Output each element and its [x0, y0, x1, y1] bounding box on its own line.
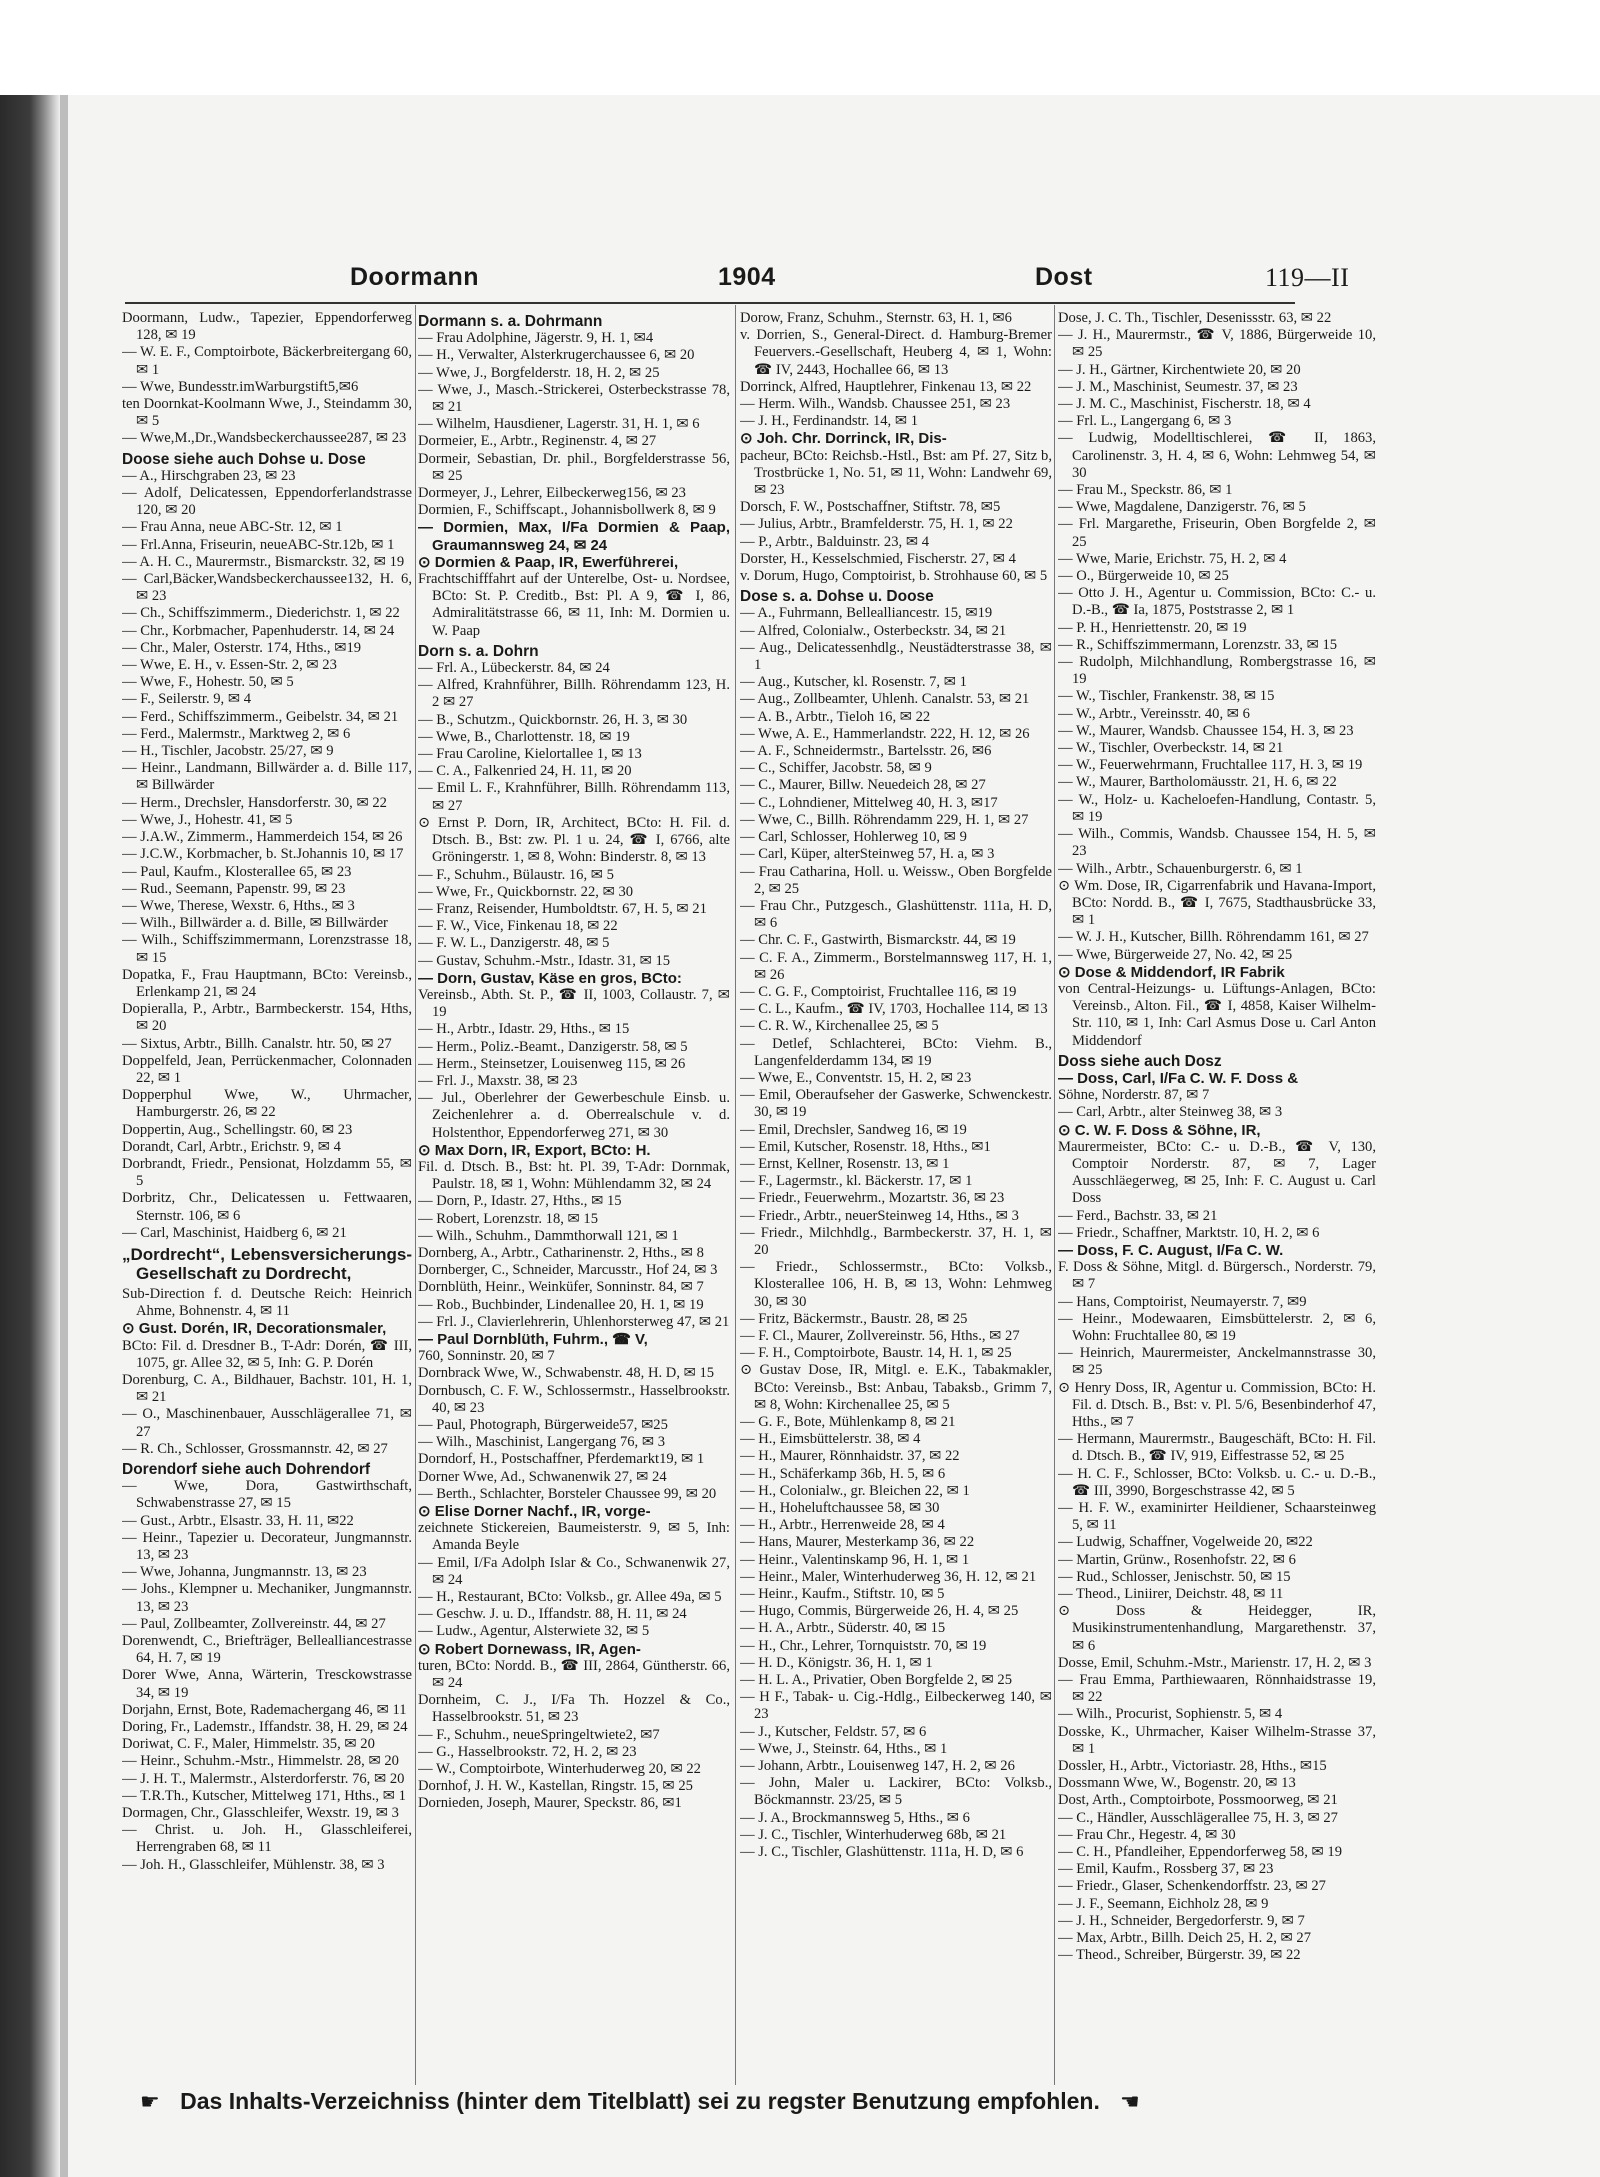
directory-entry: — Gustav, Schuhm.-Mstr., Idastr. 31, ✉ 15: [418, 952, 671, 969]
directory-entry: — Johs., Klempner u. Mechaniker, Jungmannstr. 13, ✉ 23: [122, 1581, 412, 1615]
directory-entry: — Johann, Arbtr., Louisenweg 147, H. 2, ✉ 26: [740, 1758, 1015, 1775]
directory-entry: — Wwe, Johanna, Jungmannstr. 13, ✉ 23: [122, 1564, 367, 1581]
page-footer: [140, 2088, 1280, 2120]
directory-entry: Dosse, Emil, Schuhm.-Mstr., Marienstr. 17, H. 2, ✉ 3: [1058, 1654, 1372, 1671]
directory-entry: — Ferd., Bachstr. 33, ✉ 21: [1058, 1207, 1218, 1224]
directory-entry: ⊙ Gustav Dose, IR, Mitgl. e. E.K., Tabakmakler, BCto: Vereinsb., Bst: Anbau, Tabaksb., Grimm 7, ✉ 8, Wohn: Kirchenallee 25, ✉ 5: [740, 1362, 1052, 1413]
firm-entry: ⊙ Elise Dorner Nachf., IR, vorge-: [418, 1503, 651, 1521]
directory-entry: — J. H., Ferdinandstr. 14, ✉ 1: [740, 413, 919, 430]
directory-entry: — Otto J. H., Agentur u. Commission, BCto: C.- u. D.-B., ☎ Ia, 1875, Poststrasse 2, ✉ 1: [1058, 585, 1376, 619]
directory-entry: — Carl, Küper, alterSteinweg 57, H. a, ✉ 3: [740, 846, 995, 863]
directory-entry: — Heinr., Landmann, Billwärder a. d. Bille 117, ✉ Billwärder: [122, 760, 412, 794]
directory-entry: — C. L., Kaufm., ☎ IV, 1703, Hochallee 114, ✉ 13: [740, 1001, 1048, 1018]
section-heading: Dorn s. a. Dohrn: [418, 642, 539, 660]
directory-entry: — Wwe, J., Hohestr. 41, ✉ 5: [122, 811, 293, 828]
directory-entry: — W., Tischler, Overbeckstr. 14, ✉ 21: [1058, 740, 1284, 757]
directory-entry: — Ludwig, Modelltischlerei, ☎ II, 1863, Carolinenstr. 3, H. 4, ✉ 6, Wohn: Lehmweg 54, ✉ 30: [1058, 430, 1376, 481]
directory-entry: — Rud., Schlosser, Jenischstr. 50, ✉ 15: [1058, 1568, 1291, 1585]
directory-entry: — H. F. W., examinirter Heildiener, Schaarsteinweg 5, ✉ 11: [1058, 1500, 1376, 1534]
directory-entry: Dormeir, Sebastian, Dr. phil., Borgfelderstrasse 56, ✉ 25: [418, 450, 730, 484]
directory-entry: von Central-Heizungs- u. Lüftungs-Anlagen, BCto: Vereinsb., Alton. Fil., ☎ I, 4858, Kaiser Wilhelm-Str. 110, ✉ 1, Inh: Carl Asmus Dose u. Carl Anton Middendorf: [1058, 980, 1376, 1049]
section-heading: Doose siehe auch Dohse u. Dose: [122, 450, 366, 468]
directory-entry: — Heinr., Modewaaren, Eimsbüttelerstr. 2, ✉ 6, Wohn: Fruchtallee 80, ✉ 19: [1058, 1310, 1376, 1344]
directory-entry: — Friedr., Feuerwehrm., Mozartstr. 36, ✉ 23: [740, 1190, 1005, 1207]
directory-entry: Dorer Wwe, Anna, Wärterin, Tresckowstrasse 34, ✉ 19: [122, 1667, 412, 1701]
directory-entry: — H. C. F., Schlosser, BCto: Volksb. u. C.- u. D.-B., ☎ III, 3990, Borgeschstrasse 42, ✉ 5: [1058, 1465, 1376, 1499]
directory-entry: — Aug., Delicatessenhdlg., Neustädterstrasse 38, ✉ 1: [740, 639, 1052, 674]
directory-entry: — A., Fuhrmann, Bellealliancestr. 15, ✉19: [740, 605, 993, 622]
directory-entry: — O., Bürgerweide 10, ✉ 25: [1058, 568, 1229, 585]
directory-entry: — J. C., Tischler, Glashüttenstr. 111a, H. D, ✉ 6: [740, 1844, 1024, 1861]
directory-entry: — Carl, Arbtr., alter Steinweg 38, ✉ 3: [1058, 1104, 1283, 1121]
directory-entry: — Frl. A., Lübeckerstr. 84, ✉ 24: [418, 660, 610, 677]
directory-entry: Dornberger, C., Schneider, Marcusstr., Hof 24, ✉ 3: [418, 1262, 718, 1279]
directory-entry: Fil. d. Dtsch. B., Bst: ht. Pl. 39, T-Adr: Dornmak, Paulstr. 18, ✉ 1, Wohn: Mühlendamm 32, ✉ 24: [418, 1158, 730, 1193]
directory-entry: — Ferd., Malermstr., Marktweg 2, ✉ 6: [122, 725, 351, 742]
directory-entry: — C. G. F., Comptoirist, Fruchtallee 116, ✉ 19: [740, 983, 1017, 1000]
directory-entry: — W., Maurer, Bartholomäusstr. 21, H. 6, ✉ 22: [1058, 774, 1337, 791]
directory-entry: Doppelfeld, Jean, Perrückenmacher, Colonnaden 22, ✉ 1: [122, 1052, 412, 1086]
directory-entry: — J.A.W., Zimmerm., Hammerdeich 154, ✉ 26: [122, 829, 403, 846]
firm-entry: — Doss, Carl, I/Fa C. W. F. Doss &: [1058, 1069, 1299, 1087]
directory-entry: Dopperphul Wwe, W., Uhrmacher, Hamburgerstr. 26, ✉ 22: [122, 1087, 412, 1121]
directory-entry: ⊙ Henry Doss, IR, Agentur u. Commission, BCto: H. Fil. d. Dtsch. B., Bst: v. Pl. 5/6, Besenbinderhof 47, Hths., ✉ 7: [1058, 1379, 1376, 1430]
firm-entry: ⊙ C. W. F. Doss & Söhne, IR,: [1058, 1121, 1261, 1139]
directory-entry: — Wwe, C., Billh. Röhrendamm 229, H. 1, ✉ 27: [740, 811, 1029, 828]
directory-entry: — H., Eimsbüttelerstr. 38, ✉ 4: [740, 1431, 921, 1448]
directory-entry: — Ludwig, Schaffner, Vogelweide 20, ✉22: [1058, 1534, 1313, 1551]
directory-entry: — Geschw. J. u. D., Iffandstr. 88, H. 11, ✉ 24: [418, 1606, 687, 1623]
directory-entry: — Wwe,M.,Dr.,Wandsbeckerchaussee287, ✉ 23: [122, 430, 407, 447]
directory-entry: — R., Schiffszimmermann, Lorenzstr. 33, ✉ 15: [1058, 636, 1338, 653]
section-heading: Dormann s. a. Dohrmann: [418, 313, 603, 330]
directory-entry: — W. E. F., Comptoirbote, Bäckerbreitergang 60, ✉ 1: [122, 344, 412, 378]
header-rule: [125, 302, 1295, 304]
directory-entry: — H., Schäferkamp 36b, H. 5, ✉ 6: [740, 1465, 946, 1482]
directory-entry: — Wilh., Arbtr., Schauenburgerstr. 6, ✉ 1: [1058, 860, 1303, 877]
directory-entry: ten Doornkat-Koolmann Wwe, J., Steindamm 30, ✉ 5: [122, 396, 412, 430]
directory-entry: — F., Schuhm., Bülaustr. 16, ✉ 5: [418, 866, 614, 883]
directory-entry: — Ernst, Kellner, Rosenstr. 13, ✉ 1: [740, 1155, 950, 1172]
directory-entry: — Wwe, E., Conventstr. 15, H. 2, ✉ 23: [740, 1069, 972, 1086]
directory-entry: — H., Hoheluftchaussee 58, ✉ 30: [740, 1500, 940, 1517]
directory-entry: — C. R. W., Kirchenallee 25, ✉ 5: [740, 1018, 939, 1035]
header-year: 1904: [718, 263, 776, 291]
directory-entry: Dornbrack Wwe, W., Schwabenstr. 48, H. D, ✉ 15: [418, 1365, 715, 1382]
directory-entry: Doring, Fr., Lademstr., Iffandstr. 38, H. 29, ✉ 24: [122, 1719, 408, 1736]
directory-entry: — Wilh., Maschinist, Langergang 76, ✉ 3: [418, 1434, 666, 1451]
page-header: [110, 263, 1350, 297]
firm-entry: — Paul Dornblüth, Fuhrm., ☎ V,: [418, 1330, 648, 1348]
firm-entry: ⊙ Joh. Chr. Dorrinck, IR, Dis-: [740, 430, 947, 448]
directory-entry: — Wwe, Magdalene, Danzigerstr. 76, ✉ 5: [1058, 499, 1306, 516]
directory-entry: — F., Schuhm., neueSpringeltwiete2, ✉7: [418, 1726, 660, 1743]
column-3: [740, 310, 1052, 2085]
directory-entry: — Frau Chr., Putzgesch., Glashüttenstr. 111a, H. D, ✉ 6: [740, 897, 1052, 932]
directory-entry: — Friedr., Schaffner, Marktstr. 10, H. 2, ✉ 6: [1058, 1224, 1320, 1241]
firm-entry: „Dordrecht“, Lebensversicherungs-Gesellschaft zu Dordrecht,: [122, 1244, 412, 1283]
directory-entry: — Wwe, Bürgerweide 27, No. 42, ✉ 25: [1058, 946, 1293, 963]
directory-entry: — Herm., Poliz.-Beamt., Danzigerstr. 58, ✉ 5: [418, 1038, 688, 1055]
directory-entry: — O., Maschinenbauer, Ausschlägerallee 71, ✉ 27: [122, 1406, 412, 1440]
directory-entry: — Frau M., Speckstr. 86, ✉ 1: [1058, 482, 1233, 499]
directory-entry: Dormien, F., Schiffscapt., Johannisbollwerk 8, ✉ 9: [418, 502, 716, 519]
directory-entry: Dorandt, Carl, Arbtr., Erichstr. 9, ✉ 4: [122, 1138, 341, 1155]
directory-entry: — Chr., Korbmacher, Papenhuderstr. 14, ✉ 24: [122, 622, 395, 639]
directory-entry: — H F., Tabak- u. Cig.-Hdlg., Eilbeckerweg 140, ✉ 23: [740, 1689, 1052, 1723]
directory-entry: — H. A., Arbtr., Süderstr. 40, ✉ 15: [740, 1620, 946, 1637]
directory-entry: — Chr. C. F., Gastwirth, Bismarckstr. 44, ✉ 19: [740, 932, 1016, 949]
directory-entry: — Detlef, Schlachterei, BCto: Viehm. B., Langenfelderdamm 134, ✉ 19: [740, 1035, 1052, 1069]
directory-entry: Dornberg, A., Arbtr., Catharinenstr. 2, Hths., ✉ 8: [418, 1244, 704, 1261]
directory-entry: Dorbrandt, Friedr., Pensionat, Holzdamm 55, ✉ 5: [122, 1155, 412, 1190]
directory-entry: — W., Maurer, Wandsb. Chaussee 154, H. 3, ✉ 23: [1058, 722, 1354, 739]
directory-entry: — H., Arbtr., Herrenweide 28, ✉ 4: [740, 1517, 945, 1534]
directory-entry: — C. F. A., Zimmerm., Borstelmannsweg 117, H. 1, ✉ 26: [740, 949, 1052, 983]
directory-entry: — Sixtus, Arbtr., Billh. Canalstr. htr. 50, ✉ 27: [122, 1035, 392, 1052]
directory-entry: — Wwe, J., Borgfelderstr. 18, H. 2, ✉ 25: [418, 364, 660, 381]
directory-entry: — H., Arbtr., Idastr. 29, Hths., ✉ 15: [418, 1021, 630, 1038]
directory-entry: — Herm., Drechsler, Hansdorferstr. 30, ✉ 22: [122, 794, 387, 811]
directory-entry: — Heinr., Tapezier u. Decorateur, Jungmannstr. 13, ✉ 23: [122, 1529, 412, 1564]
directory-entry: — H. L. A., Privatier, Oben Borgfelde 2, ✉ 25: [740, 1672, 1012, 1689]
directory-entry: — H., Restaurant, BCto: Volksb., gr. Allee 49a, ✉ 5: [418, 1589, 722, 1606]
directory-entry: Dorow, Franz, Schuhm., Sternstr. 63, H. 1, ✉6: [740, 310, 1012, 326]
directory-entry: — A. F., Schneidermstr., Bartelsstr. 26, ✉6: [740, 743, 992, 760]
directory-entry: — Wilh., Billwärder a. d. Bille, ✉ Billwärder: [122, 915, 388, 932]
directory-entry: — Emil, Drechsler, Sandweg 16, ✉ 19: [740, 1121, 967, 1138]
directory-entry: — J. H., Gärtner, Kirchentwiete 20, ✉ 20: [1058, 361, 1301, 378]
directory-entry: — H. D., Königstr. 36, H. 1, ✉ 1: [740, 1654, 933, 1671]
directory-entry: — Wwe, Bundesstr.imWarburgstift5,✉6: [122, 378, 359, 395]
section-heading: Dose s. a. Dohse u. Doose: [740, 588, 934, 606]
directory-entry: BCto: Fil. d. Dresdner B., T-Adr: Dorén, ☎ III, 1075, gr. Allee 32, ✉ 5, Inh: G. P. Dorén: [122, 1337, 412, 1371]
directory-entry: — H., Tischler, Jacobstr. 25/27, ✉ 9: [122, 743, 334, 760]
directory-entry: — Gust., Arbtr., Elsastr. 33, H. 11, ✉22: [122, 1512, 354, 1529]
directory-entry: — Wwe, E. H., v. Essen-Str. 2, ✉ 23: [122, 657, 337, 674]
directory-entry: — Wwe, B., Charlottenstr. 18, ✉ 19: [418, 728, 630, 745]
directory-entry: — Frau Anna, neue ABC-Str. 12, ✉ 1: [122, 519, 343, 536]
directory-entry: Dose, J. C. Th., Tischler, Desenissstr. 63, ✉ 22: [1058, 310, 1332, 326]
directory-entry: turen, BCto: Nordd. B., ☎ III, 2864, Güntherstr. 66, ✉ 24: [418, 1657, 730, 1692]
pointing-hand-icon: ☛: [1120, 2089, 1140, 2114]
directory-entry: — Theod., Liniirer, Deichstr. 48, ✉ 11: [1058, 1586, 1284, 1603]
directory-entry: — Wilh., Schiffszimmermann, Lorenzstrasse 18, ✉ 15: [122, 932, 412, 966]
firm-entry: ⊙ Robert Dornewass, IR, Agen-: [418, 1640, 641, 1658]
directory-entry: Dost, Arth., Comptoirbote, Possmoorweg, ✉ 21: [1058, 1792, 1338, 1809]
directory-entry: — W., Tischler, Frankenstr. 38, ✉ 15: [1058, 688, 1275, 705]
directory-entry: Dornblüth, Heinr., Weinküfer, Sonninstr. 84, ✉ 7: [418, 1279, 704, 1296]
directory-entry: — A. H. C., Maurermstr., Bismarckstr. 32, ✉ 19: [122, 553, 405, 570]
directory-entry: — C. A., Falkenried 24, H. 11, ✉ 20: [418, 763, 632, 780]
directory-entry: — Frl. J., Clavierlehrerin, Uhlenhorsterweg 47, ✉ 21: [418, 1313, 730, 1330]
directory-entry: — Wwe, J., Steinstr. 64, Hths., ✉ 1: [740, 1740, 948, 1757]
directory-entry: Dorndorf, H., Postschaffner, Pferdemarkt19, ✉ 1: [418, 1451, 705, 1468]
directory-entry: — J. M., Maschinist, Seumestr. 37, ✉ 23: [1058, 378, 1298, 395]
directory-entry: F. Doss & Söhne, Mitgl. d. Bürgersch., Norderstr. 79, ✉ 7: [1058, 1259, 1376, 1293]
directory-entry: — Heinr., Maler, Winterhuderweg 36, H. 12, ✉ 21: [740, 1568, 1037, 1585]
directory-entry: — Heinrich, Maurermeister, Anckelmannstrasse 30, ✉ 25: [1058, 1345, 1376, 1379]
directory-entry: — Ferd., Schiffszimmerm., Geibelstr. 34, ✉ 21: [122, 708, 399, 725]
directory-entry: — Aug., Kutscher, kl. Rosenstr. 7, ✉ 1: [740, 674, 967, 691]
directory-entry: — F. W., Vice, Finkenau 18, ✉ 22: [418, 918, 618, 935]
directory-entry: — Julius, Arbtr., Bramfelderstr. 75, H. 1, ✉ 22: [740, 516, 1013, 533]
directory-entry: — Wwe, Therese, Wexstr. 6, Hths., ✉ 3: [122, 897, 355, 914]
directory-entry: — Paul, Zollbeamter, Zollvereinstr. 44, ✉ 27: [122, 1615, 386, 1632]
directory-entry: — Wwe, Fr., Quickbornstr. 22, ✉ 30: [418, 883, 634, 900]
directory-entry: — Alfred, Colonialw., Osterbeckstr. 34, ✉ 21: [740, 622, 1007, 639]
directory-entry: pacheur, BCto: Reichsb.-Hstl., Bst: am Pf. 27, Sitz b, Trostbrücke 1, No. 51, ✉ 11, Wohn: Landwehr 69, ✉ 23: [740, 447, 1052, 499]
directory-entry: — John, Maler u. Lackirer, BCto: Volksb., Böckmannstr. 23/25, ✉ 5: [740, 1775, 1052, 1809]
directory-entry: — F., Seilerstr. 9, ✉ 4: [122, 691, 252, 708]
directory-entry: — Robert, Lorenzstr. 18, ✉ 15: [418, 1210, 599, 1227]
directory-entry: — Heinr., Valentinskamp 96, H. 1, ✉ 1: [740, 1551, 970, 1568]
directory-entry: — P., Arbtr., Balduinstr. 23, ✉ 4: [740, 533, 929, 550]
directory-entry: — H., Chr., Lehrer, Tornquiststr. 70, ✉ 19: [740, 1637, 987, 1654]
directory-entry: — Wwe, F., Hohestr. 50, ✉ 5: [122, 674, 294, 691]
directory-entry: Dorrinck, Alfred, Hauptlehrer, Finkenau 13, ✉ 22: [740, 378, 1032, 395]
directory-entry: — Emil, Kutscher, Rosenstr. 18, Hths., ✉1: [740, 1138, 991, 1155]
directory-entry: — A. B., Arbtr., Tieloh 16, ✉ 22: [740, 708, 931, 725]
directory-entry: — Rob., Buchbinder, Lindenallee 20, H. 1, ✉ 19: [418, 1296, 704, 1313]
directory-entry: — J.C.W., Korbmacher, b. St.Johannis 10, ✉ 17: [122, 846, 404, 863]
directory-entry: Doppertin, Aug., Schellingstr. 60, ✉ 23: [122, 1121, 353, 1138]
directory-entry: — Dorn, P., Idastr. 27, Hths., ✉ 15: [418, 1193, 622, 1210]
directory-entry: Dormagen, Chr., Glasschleifer, Wexstr. 19, ✉ 3: [122, 1805, 399, 1822]
directory-entry: Dopatka, F., Frau Hauptmann, BCto: Vereinsb., Erlenkamp 21, ✉ 24: [122, 966, 412, 1000]
directory-entry: — Emil, Kaufm., Rossberg 37, ✉ 23: [1058, 1861, 1274, 1878]
directory-entry: — Wwe, Marie, Erichstr. 75, H. 2, ✉ 4: [1058, 550, 1287, 567]
directory-entry: Dormeyer, J., Lehrer, Eilbeckerweg156, ✉ 23: [418, 485, 686, 502]
directory-entry: — Paul, Photograph, Bürgerweide57, ✉25: [418, 1417, 668, 1433]
directory-entry: — Friedr., Milchhdlg., Barmbeckerstr. 37, H. 1, ✉ 20: [740, 1224, 1052, 1258]
directory-entry: — Wilh., Schuhm., Dammthorwall 121, ✉ 1: [418, 1227, 679, 1244]
section-heading: Doss siehe auch Dosz: [1058, 1052, 1222, 1070]
directory-entry: — A., Hirschgraben 23, ✉ 23: [122, 467, 296, 484]
directory-entry: Frachtschifffahrt auf der Unterelbe, Ost- u. Nordsee, BCto: St. P. Creditb., Bst: Pl. A 9, ☎ I, 86, Admiralitätstrasse 66, ✉ 11, Inh: M. Dormien u. W. Paap: [418, 571, 730, 639]
directory-entry: — Chr., Maler, Osterstr. 174, Hths., ✉19: [122, 639, 362, 656]
directory-entry: — Heinr., Kaufm., Stiftstr. 10, ✉ 5: [740, 1586, 945, 1603]
directory-entry: — F. H., Comptoirbote, Baustr. 14, H. 1, ✉ 25: [740, 1345, 1012, 1362]
directory-entry: — Franz, Reisender, Humboldtstr. 67, H. 5, ✉ 21: [418, 900, 707, 917]
directory-entry: — Wwe, J., Masch.-Strickerei, Osterbeckstrasse 78, ✉ 21: [418, 381, 730, 416]
directory-entry: — Friedr., Glaser, Schenkendorffstr. 23, ✉ 27: [1058, 1878, 1326, 1895]
directory-entry: — Wilh., Commis, Wandsb. Chaussee 154, H. 5, ✉ 23: [1058, 826, 1376, 860]
directory-entry: ⊙ Ernst P. Dorn, IR, Architect, BCto: H. Fil. d. Dtsch. B., Bst: zw. Pl. 1 u. 24, ☎ I, 6766, alte Gröningerstr. 1, ✉ 8, Wohn: Binderstr. 8, ✉ 13: [418, 814, 730, 866]
directory-entry: — Carl, Schlosser, Hohlerweg 10, ✉ 9: [740, 829, 967, 846]
directory-entry: — J. H. T., Malermstr., Alsterdorferstr. 76, ✉ 20: [122, 1770, 405, 1787]
directory-entry: — Carl, Maschinist, Haidberg 6, ✉ 21: [122, 1224, 347, 1241]
directory-entry: Vereinsb., Abth. St. P., ☎ II, 1003, Collaustr. 7, ✉ 19: [418, 986, 730, 1021]
directory-entry: — Frau Catharina, Holl. u. Weissw., Oben Borgfelde 2, ✉ 25: [740, 863, 1052, 897]
directory-entry: Dorenwendt, C., Briefträger, Bellealliancestrasse 64, H. 7, ✉ 19: [122, 1633, 412, 1667]
directory-entry: Söhne, Norderstr. 87, ✉ 7: [1058, 1087, 1210, 1104]
column-divider: [1054, 305, 1055, 2085]
directory-entry: — T.R.Th., Kutscher, Mittelweg 171, Hths., ✉ 1: [122, 1787, 406, 1804]
directory-entry: — F., Lagermstr., kl. Bäckerstr. 17, ✉ 1: [740, 1173, 973, 1190]
directory-entry: — J. F., Seemann, Eichholz 28, ✉ 9: [1058, 1895, 1269, 1912]
directory-entry: Dossler, H., Arbtr., Victoriastr. 28, Hths., ✉15: [1058, 1758, 1327, 1775]
section-heading: Dorendorf siehe auch Dohrendorf: [122, 1461, 371, 1478]
header-left-word: Doormann: [350, 263, 479, 291]
directory-entry: — J. H., Maurermstr., ☎ V, 1886, Bürgerweide 10, ✉ 25: [1058, 327, 1376, 361]
directory-entry: — Frl. L., Langergang 6, ✉ 3: [1058, 413, 1232, 430]
firm-entry: — Dorn, Gustav, Käse en gros, BCto:: [418, 969, 682, 987]
directory-entry: — B., Schutzm., Quickbornstr. 26, H. 3, ✉ 30: [418, 711, 688, 728]
directory-entry: Dorbritz, Chr., Delicatessen u. Fettwaaren, Sternstr. 106, ✉ 6: [122, 1190, 412, 1224]
directory-entry: — Frau Emma, Parthiewaaren, Rönnhaidstrasse 19, ✉ 22: [1058, 1672, 1376, 1706]
firm-entry: ⊙ Dormien & Paap, IR, Ewerführerei,: [418, 553, 679, 571]
directory-entry: Doriwat, C. F., Maler, Himmelstr. 35, ✉ 20: [122, 1736, 375, 1753]
directory-entry: — P. H., Henriettenstr. 20, ✉ 19: [1058, 619, 1247, 636]
directory-entry: Dorster, H., Kesselschmied, Fischerstr. 27, ✉ 4: [740, 550, 1016, 567]
directory-entry: — R. Ch., Schlosser, Grossmannstr. 42, ✉ 27: [122, 1440, 388, 1457]
directory-entry: — Frl.Anna, Friseurin, neueABC-Str.12b, ✉ 1: [122, 536, 395, 553]
directory-entry: — Max, Arbtr., Billh. Deich 25, H. 2, ✉ 27: [1058, 1930, 1312, 1947]
directory-entry: — Wwe, Dora, Gastwirthschaft, Schwabenstrasse 27, ✉ 15: [122, 1478, 412, 1512]
directory-entry: — W., Feuerwehrmann, Fruchtallee 117, H. 3, ✉ 19: [1058, 757, 1363, 774]
footer-text: Das Inhalts-Verzeichniss (hinter dem Titelblatt) sei zu regster Benutzung empfohlen.: [180, 2088, 1100, 2114]
directory-entry: — Christ. u. Joh. H., Glasschleiferei, Herrengraben 68, ✉ 11: [122, 1822, 412, 1856]
directory-entry: — Frau Adolphine, Jägerstr. 9, H. 1, ✉4: [418, 330, 654, 347]
directory-entry: — Hans, Comptoirist, Neumayerstr. 7, ✉9: [1058, 1293, 1307, 1310]
directory-entry: — Jul., Oberlehrer der Gewerbeschule Einsb. u. Zeichenlehrer a. d. Oberrealschule v. d. Holstenthor, Eppendorferweg 271, ✉ 30: [418, 1090, 730, 1141]
directory-entry: — W., Comptoirbote, Winterhuderweg 20, ✉ 22: [418, 1761, 701, 1778]
directory-entry: Dossmann Wwe, W., Bogenstr. 20, ✉ 13: [1058, 1775, 1296, 1792]
header-right-word: Dost: [1035, 263, 1093, 291]
directory-entry: — Joh. H., Glasschleifer, Mühlenstr. 38, ✉ 3: [122, 1856, 385, 1873]
header-page-number: 119—II: [1265, 263, 1350, 292]
directory-entry: Dorenburg, C. A., Bildhauer, Bachstr. 101, H. 1, ✉ 21: [122, 1371, 412, 1406]
directory-entry: v. Dorrien, S., General-Direct. d. Hamburg-Bremer Feuervers.-Gesellschaft, Heuberg 4, ✉ 1, Wohn: ☎ IV, 2443, Hochallee 66, ✉ 13: [740, 327, 1052, 378]
directory-entry: — Ludw., Agentur, Alsterwiete 32, ✉ 5: [418, 1623, 650, 1640]
directory-entry: — Paul, Kaufm., Klosterallee 65, ✉ 23: [122, 863, 352, 880]
directory-entry: — Frau Chr., Hegestr. 4, ✉ 30: [1058, 1826, 1236, 1843]
directory-entry: — Martin, Grünw., Rosenhofstr. 22, ✉ 6: [1058, 1551, 1296, 1568]
directory-entry: — F. W. L., Danzigerstr. 48, ✉ 5: [418, 935, 610, 952]
directory-entry: Dorsch, F. W., Postschaffner, Stiftstr. 78, ✉5: [740, 499, 1001, 516]
directory-entry: ⊙ Wm. Dose, IR, Cigarrenfabrik und Havana-Import, BCto: Nordd. B., ☎ I, 7675, Stadthausbrücke 33, ✉ 1: [1058, 877, 1376, 929]
directory-entry: — W. J. H., Kutscher, Billh. Röhrendamm 161, ✉ 27: [1058, 929, 1369, 946]
directory-entry: Doormann, Ludw., Tapezier, Eppendorferweg 128, ✉ 19: [122, 310, 412, 344]
directory-entry: Dorner Wwe, Ad., Schwanenwik 27, ✉ 24: [418, 1468, 667, 1485]
directory-entry: — Rud., Seemann, Papenstr. 99, ✉ 23: [122, 880, 346, 897]
directory-entry: — Ch., Schiffszimmerm., Diederichstr. 1, ✉ 22: [122, 605, 400, 622]
directory-entry: — J. M. C., Maschinist, Fischerstr. 18, ✉ 4: [1058, 396, 1311, 413]
directory-entry: — W., Holz- u. Kacheloefen-Handlung, Contastr. 5, ✉ 19: [1058, 791, 1376, 825]
directory-entry: — Hermann, Maurermstr., Baugeschäft, BCto: H. Fil. d. Dtsch. B., ☎ IV, 919, Eiffestrasse 52, ✉ 25: [1058, 1431, 1376, 1465]
directory-entry: — Emil, I/Fa Adolph Islar & Co., Schwanenwik 27, ✉ 24: [418, 1554, 730, 1588]
directory-entry: Dornbusch, C. F. W., Schlossermstr., Hasselbrookstr. 40, ✉ 23: [418, 1382, 730, 1416]
column-2: [418, 310, 730, 2085]
directory-entry: v. Dorum, Hugo, Comptoirist, b. Strohhause 60, ✉ 5: [740, 568, 1048, 585]
directory-entry: — Friedr., Arbtr., neuerSteinweg 14, Hths., ✉ 3: [740, 1207, 1019, 1224]
directory-entry: Dorjahn, Ernst, Bote, Rademachergang 46, ✉ 11: [122, 1701, 407, 1718]
directory-entry: — Heinr., Schuhm.-Mstr., Himmelstr. 28, ✉ 20: [122, 1753, 399, 1770]
directory-entry: — Wilh., Procurist, Sophienstr. 5, ✉ 4: [1058, 1706, 1283, 1723]
directory-entry: — J. A., Brockmannsweg 5, Hths., ✉ 6: [740, 1809, 970, 1826]
firm-entry: ⊙ Dose & Middendorf, IR Fabrik: [1058, 963, 1285, 981]
directory-entry: 760, Sonninstr. 20, ✉ 7: [418, 1348, 555, 1365]
directory-entry: — Hans, Maurer, Mesterkamp 36, ✉ 22: [740, 1534, 975, 1551]
directory-entry: Dornieden, Joseph, Maurer, Speckstr. 86, ✉1: [418, 1795, 682, 1812]
directory-entry: — Friedr., Schlossermstr., BCto: Volksb., Klosterallee 106, H. B, ✉ 13, Wohn: Lehmweg 30, ✉ 30: [740, 1259, 1052, 1310]
directory-entry: — Wilhelm, Hausdiener, Lagerstr. 31, H. 1, ✉ 6: [418, 416, 700, 433]
directory-entry: — J., Kutscher, Feldstr. 57, ✉ 6: [740, 1723, 927, 1740]
directory-entry: — Emil, Oberaufseher der Gaswerke, Schwenckestr. 30, ✉ 19: [740, 1087, 1052, 1121]
directory-entry: — Herm. Wilh., Wandsb. Chaussee 251, ✉ 23: [740, 396, 1011, 413]
directory-entry: — Fritz, Bäckermstr., Baustr. 28, ✉ 25: [740, 1310, 968, 1327]
pointing-hand-icon: ☛: [140, 2089, 160, 2114]
directory-entry: — Herm., Steinsetzer, Louisenweg 115, ✉ 26: [418, 1055, 686, 1072]
directory-entry: — C., Schiffer, Jacobstr. 58, ✉ 9: [740, 760, 932, 777]
directory-entry: — Frl. J., Maxstr. 38, ✉ 23: [418, 1072, 578, 1089]
directory-entry: — H., Maurer, Rönnhaidstr. 37, ✉ 22: [740, 1448, 960, 1465]
directory-entry: — C., Maurer, Billw. Neuedeich 28, ✉ 27: [740, 777, 986, 794]
directory-entry: Sub-Direction f. d. Deutsche Reich: Heinrich Ahme, Bohnenstr. 4, ✉ 11: [122, 1285, 412, 1320]
directory-entry: Dornhof, J. H. W., Kastellan, Ringstr. 15, ✉ 25: [418, 1778, 693, 1795]
directory-entry: Dosske, K., Uhrmacher, Kaiser Wilhelm-Strasse 37, ✉ 1: [1058, 1723, 1376, 1757]
directory-entry: Maurermeister, BCto: C.- u. D.-B., ☎ V, 130, Comptoir Norderstr. 87, ✉ 7, Lager Ausschläegerweg, ✉ 25, Inh: F. C. August u. Carl Doss: [1058, 1138, 1376, 1207]
directory-entry: — Emil L. F., Krahnführer, Billh. Röhrendamm 113, ✉ 27: [418, 780, 730, 814]
directory-entry: — Hugo, Commis, Bürgerweide 26, H. 4, ✉ 25: [740, 1603, 1019, 1620]
directory-entry: Dormeier, E., Arbtr., Reginenstr. 4, ✉ 27: [418, 433, 657, 450]
directory-entry: — Adolf, Delicatessen, Eppendorferlandstrasse 120, ✉ 20: [122, 485, 412, 519]
column-divider: [415, 305, 416, 2085]
firm-entry: — Dormien, Max, I/Fa Dormien & Paap, Graumannsweg 24, ✉ 24: [418, 519, 730, 554]
directory-entry: — Aug., Zollbeamter, Uhlenh. Canalstr. 53, ✉ 21: [740, 691, 1030, 708]
firm-entry: — Doss, F. C. August, I/Fa C. W.: [1058, 1241, 1284, 1259]
directory-entry: zeichnete Stickereien, Baumeisterstr. 9, ✉ 5, Inh: Amanda Beyle: [418, 1520, 730, 1554]
scan-shadow: [0, 95, 60, 2177]
directory-entry: — F. Cl., Maurer, Zollvereinstr. 56, Hths., ✉ 27: [740, 1327, 1020, 1344]
column-4: [1058, 310, 1376, 2085]
directory-entry: — Rudolph, Milchhandlung, Rombergstrasse 16, ✉ 19: [1058, 654, 1376, 688]
directory-entry: — H., Colonialw., gr. Bleichen 22, ✉ 1: [740, 1482, 970, 1499]
directory-entry: — W., Arbtr., Vereinsstr. 40, ✉ 6: [1058, 705, 1250, 722]
directory-entry: — Berth., Schlachter, Borsteler Chaussee 99, ✉ 20: [418, 1485, 717, 1502]
directory-entry: — C., Händler, Ausschlägerallee 75, H. 3, ✉ 27: [1058, 1809, 1338, 1826]
column-1: [122, 310, 412, 2085]
directory-entry: — Carl,Bäcker,Wandsbeckerchaussee132, H. 6, ✉ 23: [122, 571, 412, 605]
directory-entry: Dopieralla, P., Arbtr., Barmbeckerstr. 154, Hths, ✉ 20: [122, 1001, 412, 1035]
directory-entry: — C., Lohndiener, Mittelweg 40, H. 3, ✉17: [740, 794, 998, 811]
directory-entry: — Theod., Schreiber, Bürgerstr. 39, ✉ 22: [1058, 1947, 1301, 1964]
directory-entry: ⊙ Doss & Heidegger, IR, Musikinstrumentenhandlung, Margarethenstr. 37, ✉ 6: [1058, 1603, 1376, 1654]
directory-entry: — H., Verwalter, Alsterkrugerchaussee 6, ✉ 20: [418, 347, 695, 364]
directory-entry: Dornheim, C. J., I/Fa Th. Hozzel & Co., Hasselbrookstr. 51, ✉ 23: [418, 1692, 730, 1726]
page-edge: [60, 95, 68, 2177]
column-divider: [735, 305, 736, 2085]
directory-entry: — Frau Caroline, Kielortallee 1, ✉ 13: [418, 746, 642, 763]
firm-entry: ⊙ Gust. Dorén, IR, Decorationsmaler,: [122, 1320, 387, 1338]
firm-entry: ⊙ Max Dorn, IR, Export, BCto: H.: [418, 1141, 651, 1159]
directory-entry: — J. H., Schneider, Bergedorferstr. 9, ✉ 7: [1058, 1912, 1305, 1929]
directory-entry: — J. C., Tischler, Winterhuderweg 68b, ✉ 21: [740, 1826, 1007, 1843]
directory-entry: — C. H., Pfandleiher, Eppendorferweg 58, ✉ 19: [1058, 1844, 1342, 1861]
directory-entry: — Alfred, Krahnführer, Billh. Röhrendamm 123, H. 2 ✉ 27: [418, 677, 730, 711]
directory-entry: — Frl. Margarethe, Friseurin, Oben Borgfelde 2, ✉ 25: [1058, 516, 1376, 550]
directory-entry: — Wwe, A. E., Hammerlandstr. 222, H. 12, ✉ 26: [740, 725, 1030, 742]
directory-entry: — G., Hasselbrookstr. 72, H. 2, ✉ 23: [418, 1743, 637, 1760]
directory-entry: — G. F., Bote, Mühlenkamp 8, ✉ 21: [740, 1414, 956, 1430]
